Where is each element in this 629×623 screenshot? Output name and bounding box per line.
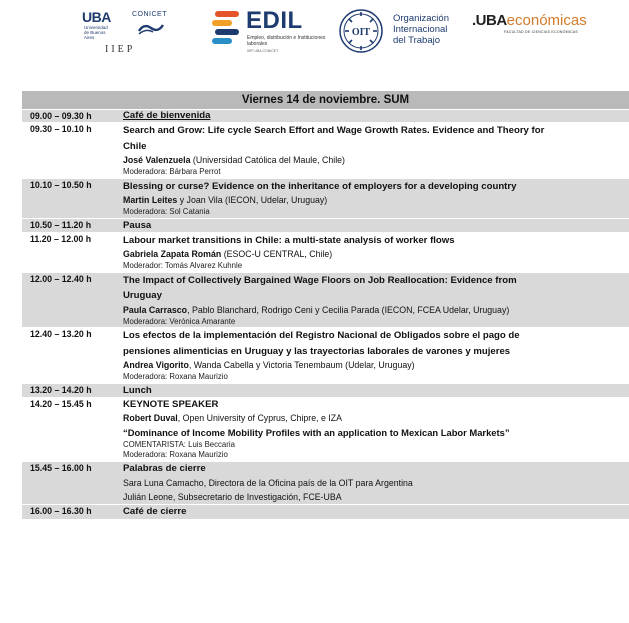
oit-line-3: del Trabajo <box>393 35 441 46</box>
session-content <box>123 123 629 178</box>
session-title: Blessing or curse? Evidence on the inheritance of employers for a developing country <box>123 180 517 192</box>
conicet-mark-icon <box>136 21 166 35</box>
uba-conicet-iiep-logo <box>82 9 182 59</box>
schedule-row <box>22 232 629 272</box>
session-moderator: Moderadora: Bárbara Perrot <box>123 167 221 176</box>
schedule-row <box>22 461 629 504</box>
logo-bar <box>0 0 629 70</box>
uba-logo-text: UBA <box>82 9 111 25</box>
session-moderator: Moderadora: Roxana Maurizio <box>123 450 228 459</box>
presenter-name: Robert Duval <box>123 412 178 423</box>
session-title-cont: Uruguay <box>123 290 162 301</box>
session-time: 15.45 – 16.00 h <box>30 462 92 473</box>
session-commentator: COMENTARISTA: Luis Beccaria <box>123 439 235 449</box>
session-title: Labour market transitions in Chile: a multi-state analysis of worker flows <box>123 234 455 246</box>
schedule-row <box>22 122 629 178</box>
closing-speaker: Sara Luna Camacho, Directora de la Oficina país de la OIT para Argentina <box>123 477 413 488</box>
session-title: KEYNOTE SPEAKER <box>123 398 219 410</box>
session-content <box>123 505 629 519</box>
session-title: Search and Grow: Life cycle Search Effort and Wage Growth Rates. Evidence and Theory for <box>123 125 545 136</box>
session-moderator: Moderadora: Verónica Amarante <box>123 316 236 326</box>
presenter-name: José Valenzuela <box>123 155 191 165</box>
session-content <box>123 384 629 397</box>
oit-logo <box>337 8 462 60</box>
oit-logo-text <box>393 13 449 46</box>
speaker-details: (ESOC-U CENTRAL, Chile) <box>221 249 333 259</box>
closing-speaker: Julián Leone, Subsecretario de Investigación, FCE-UBA <box>123 491 342 502</box>
session-title-cont: Chile <box>123 140 147 152</box>
session-title: The Impact of Collectively Bargained Wage Floors on Job Reallocation: Evidence from <box>123 274 517 286</box>
session-time: 09.00 – 09.30 h <box>30 111 92 121</box>
schedule-row <box>22 178 629 218</box>
session-time: 14.20 – 15.45 h <box>30 398 92 409</box>
session-time: 11.20 – 12.00 h <box>30 233 92 244</box>
session-speakers <box>123 154 625 167</box>
session-content <box>123 110 629 122</box>
schedule-row <box>22 109 629 122</box>
session-title: Café de cierre <box>123 505 187 517</box>
speaker-details: (Universidad Católica del Maule, Chile) <box>190 155 345 165</box>
presenter-name: Martin Leites <box>123 195 178 205</box>
session-speakers <box>123 194 625 207</box>
session-speakers <box>123 359 625 372</box>
session-content <box>123 462 629 504</box>
session-title: Pausa <box>123 219 152 231</box>
schedule-row <box>22 383 629 397</box>
oit-seal-icon <box>337 8 385 54</box>
oit-line-2: Internacional <box>393 24 448 35</box>
session-content <box>123 273 629 328</box>
schedule-row <box>22 504 629 519</box>
session-content <box>123 179 629 218</box>
session-moderator: Moderadora: Roxana Maurizio <box>123 372 228 381</box>
session-time: 13.20 – 14.20 h <box>30 384 92 395</box>
speaker-details: y Joan Vila (IECON, Udelar, Uruguay) <box>177 195 328 205</box>
edil-logo-title: EDIL <box>246 7 303 34</box>
svg-text:OIT: OIT <box>351 27 371 38</box>
speaker-details: , Open University of Cyprus, Chipre, e IZA <box>177 412 343 423</box>
session-title-cont: pensiones alimenticias en Uruguay y las trayectorias laborales de varones y mujeres <box>123 345 511 357</box>
session-time: 16.00 – 16.30 h <box>30 505 92 516</box>
edil-bars-icon <box>212 11 240 45</box>
schedule-row <box>22 397 629 461</box>
session-time: 12.00 – 12.40 h <box>30 273 92 284</box>
presenter-name: Gabriela Zapata Román <box>123 249 222 259</box>
schedule-table <box>22 91 629 519</box>
uba-economicas-subtitle: FACULTAD DE CIENCIAS ECONÓMICAS <box>504 30 578 34</box>
session-time: 10.10 – 10.50 h <box>30 179 92 190</box>
session-content <box>123 328 629 383</box>
uba-economicas-prefix: .UBA <box>472 12 507 29</box>
conicet-logo-text: CONICET <box>132 11 167 18</box>
session-speakers <box>123 304 625 317</box>
session-title: Lunch <box>123 384 152 396</box>
oit-line-1: Organización <box>393 13 449 24</box>
uba-logo-subtitle: Universidad de Buenos Aires <box>84 25 108 40</box>
keynote-title: “Dominance of Income Mobility Profiles with an application to Mexican Labor Markets” <box>123 426 510 438</box>
uba-economicas-suffix: económicas <box>506 12 587 29</box>
session-title: Café de bienvenida <box>123 110 211 121</box>
session-time: 09.30 – 10.10 h <box>30 124 92 134</box>
presenter-name: Paula Carrasco <box>123 304 188 315</box>
session-speakers <box>123 248 625 261</box>
schedule-row <box>22 327 629 383</box>
iiep-logo-text: IIEP <box>105 44 136 55</box>
schedule-row <box>22 218 629 232</box>
speaker-details: , Wanda Cabella y Victoria Tenembaum (Udelar, Uruguay) <box>188 360 415 370</box>
session-moderator: Moderador: Tomás Alvarez Kuhnle <box>123 261 243 270</box>
presenter-name: Andrea Vigorito <box>123 360 189 370</box>
speaker-details: , Pablo Blanchard, Rodrigo Ceni y Cecilia Parada (IECON, FCEA Udelar, Uruguay) <box>187 304 510 315</box>
edil-logo-affiliation: IIEP UBA CONICET <box>247 49 279 53</box>
edil-logo-subtitle: Empleo, distribución e Instituciones laborales <box>247 35 326 47</box>
session-title: Palabras de cierre <box>123 462 206 474</box>
schedule-row <box>22 272 629 328</box>
edil-logo <box>212 9 327 59</box>
uba-economicas-title <box>472 12 587 29</box>
session-content <box>123 233 629 272</box>
session-time: 10.50 – 11.20 h <box>30 219 92 230</box>
session-speakers <box>123 412 625 425</box>
session-moderator: Moderadora: Sol Catania <box>123 207 210 216</box>
day-header: Viernes 14 de noviembre. SUM <box>22 91 629 109</box>
uba-economicas-logo <box>472 12 592 42</box>
session-content <box>123 219 629 232</box>
session-time: 12.40 – 13.20 h <box>30 329 92 339</box>
session-title: Los efectos de la implementación del Registro Nacional de Obligados sobre el pago de <box>123 330 520 341</box>
session-content <box>123 398 629 461</box>
